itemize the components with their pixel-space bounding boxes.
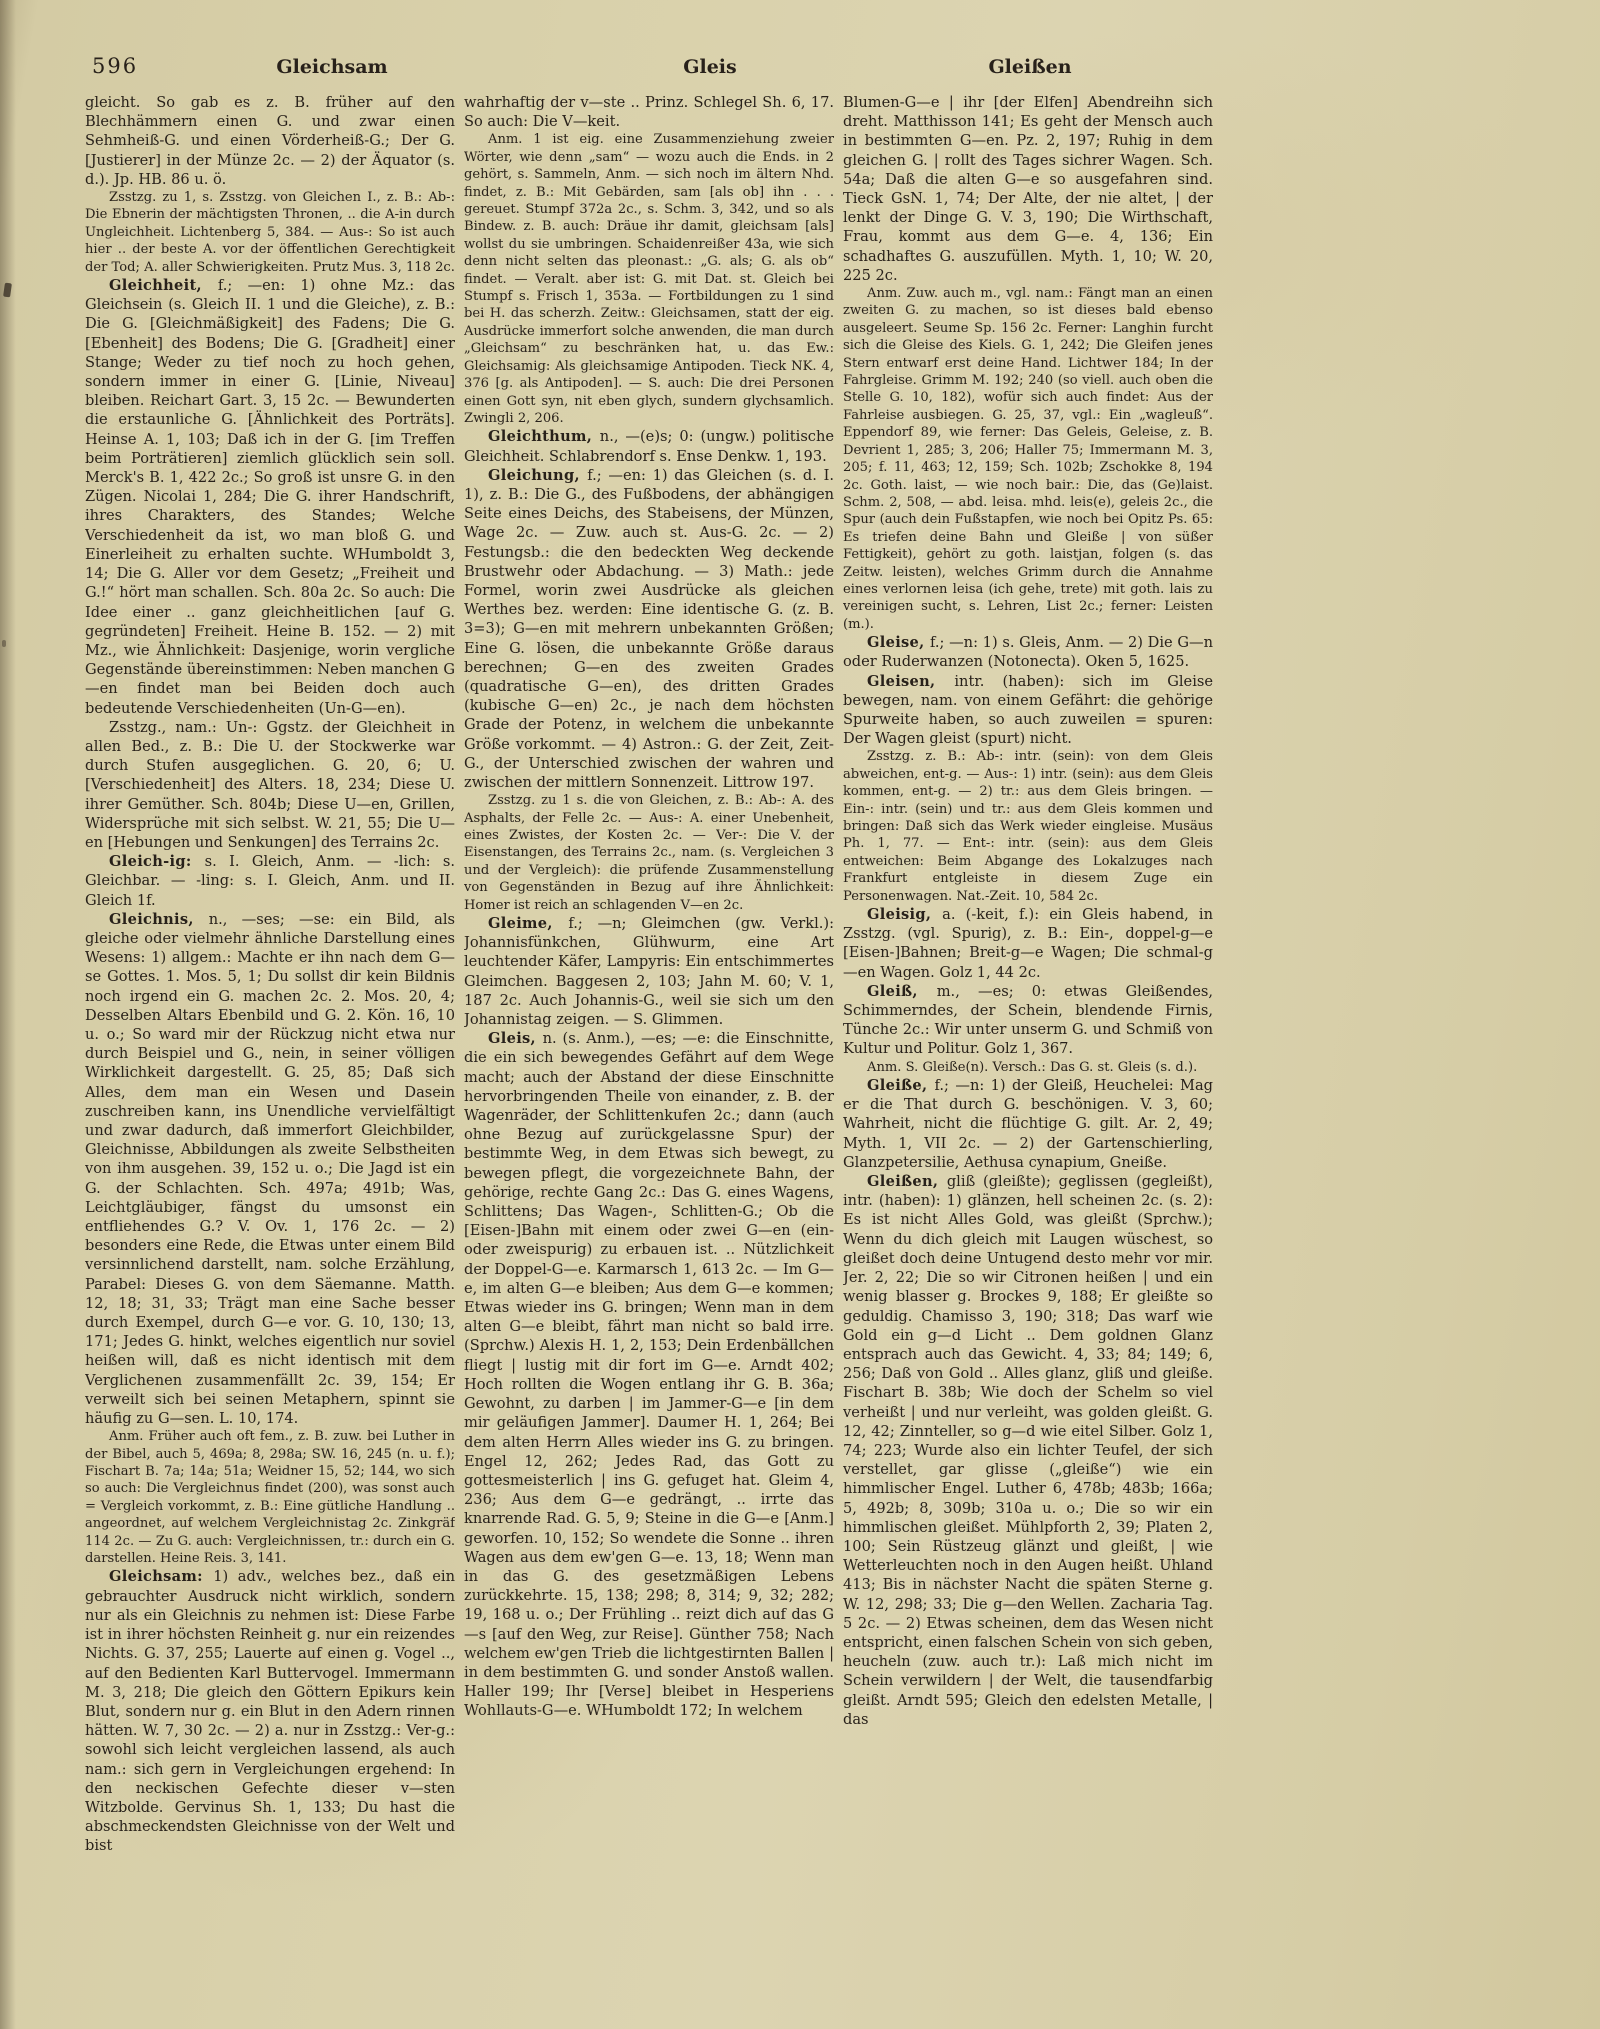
entry-headword: Gleichsam: <box>109 1568 214 1586</box>
entry-paragraph: Gleichnis, n., —ses; —se: ein Bild, als gleiche oder vielmehr ähnliche Darstellung eines Wesens: 1) allgem.: Machte er ihn nach dem G—se Gottes. 1. Mos. 5, 1; Du sollst dir kein Bildnis noch irgend ein G. machen 2c. 2. Mos. 20, 4; Desselben Altars Ebenbild und G. 2. Kön. 16, 10 u. o.; So ward mir der Rückzug nicht etwa nur durch Beispiel und G., nein, in seiner völligen Wirklichkeit dargestellt. G. 25, 85; Daß sich Alles, dem man ein Wesen und Dasein zuschreiben kann, ins Unendliche vervielfältigt und zwar dadurch, daß immerfort Gleichbilder, Gleichnisse, Abbildungen als zweite Selbstheiten von ihm ausgehen. 39, 152 u. o.; Die Jagd ist ein G. der Schlachten. Sch. 497a; 491b; Was, Leichtgläubiger, fängst du umsonst ein entfliehendes G.? V. Ov. 1, 176 2c. — 2) besonders eine Rede, die Etwas unter einem Bild versinnlichend darstellt, nam. solche Erzählung, Parabel: Dieses G. von dem Säemanne. Matth. 12, 18; 31, 33; Trägt man eine Sache besser durch Exempel, durch G—e vor. G. 10, 130; 13, 171; Jedes G. hinkt, welches eigentlich nur soviel heißen will, daß es nicht identisch mit dem Verglichenen zusammenfällt 2c. 39, 154; Er verweilt sich bei seinen Metaphern, spinnt sie häufig zu G—sen. L. 10, 174. <box>85 910 455 1428</box>
paragraph: Zsstzg. zu 1 s. die von Gleichen, z. B.: Ab-: A. des Asphalts, der Felle 2c. — Aus-: A. einer Unebenheit, eines Zwistes, der Kosten 2c. — Ver-: Die V. der Eisenstangen, des Terrains 2c., nam. (s. Vergleichen 3 und der Vergleich): die prüfende Zusammenstellung von Gegenständen in Bezug auf ihre Ähnlichkeit: Homer ist reich an schlagenden V—en 2c. <box>464 793 834 913</box>
entry-headword: Gleisig, <box>867 906 943 924</box>
entry-headword: Gleichthum, <box>488 428 600 446</box>
entry-paragraph: Gleiße, f.; —n: 1) der Gleiß, Heuchelei: Mag er die That durch G. beschönigen. V. 3, 60; Wahrheit, nicht die flüchtige G. gilt. Ar. 2, 49; Myth. 1, VII 2c. — 2) der Gartenschierling, Glanzpetersilie, Aethusa cynapium, Gneiße. <box>843 1077 1213 1171</box>
running-head-gleissen: Gleißen <box>988 56 1072 78</box>
entry-headword: Gleißen, <box>867 1173 947 1191</box>
text-column-middle <box>464 93 834 1905</box>
paragraph: Anm. 1 ist eig. eine Zusammenziehung zweier Wörter, wie denn „sam“ — wozu auch die Ends. in 2 gehört, s. Sammeln, Anm. — sich noch im ältern Nhd. findet, z. B.: Mit Gebärden, sam [als ob] ihn . . . gereuet. Stumpf 372a 2c., s. Schm. 3, 342, und so als Bindew. z. B. auch: Dräue ihr damit, gleichsam [als] wollst du sie umbringen. Schaidenreißer 43a, wie sich denn nicht selten das pleonast.: „G. als; G. als ob“ findet. — Veralt. aber ist: G. mit Dat. st. Gleich bei Stumpf s. Frisch 1, 353a. — Fortbildungen zu 1 sind bei H. das scherzh. Zeitw.: Gleichsamen, statt der eig. Ausdrücke immerfort solche anwenden, die man durch „Gleichsam“ zu beschränken hat, u. das Ew.: Gleichsamig: Als gleichsamige Antipoden. Tieck NK. 4, 376 [g. als Antipoden]. — S. auch: Die drei Personen einen Gott syn, nit eben glych, sundern glychsamlich. Zwingli 2, 206. <box>464 132 834 426</box>
entry-headword: Gleichheit, <box>109 277 218 295</box>
entry-paragraph: Gleis, n. (s. Anm.), —es; —e: die Einschnitte, die ein sich bewegendes Gefährt auf dem Wege macht; auch der Abstand der diese Einschnitte hervorbringenden Theile von einander, z. B. der Wagenräder, der Schlittenkufen 2c.; dann (auch ohne Bezug auf zurückgelassne Spur) der bestimmte Weg, in dem Etwas sich bewegt, zu bewegen pflegt, die vorgezeichnete Bahn, der gehörige, rechte Gang 2c.: Das G. eines Wagens, Schlittens; Das Wagen-, Schlitten-G.; Ob die [Eisen-]Bahn mit einem oder zwei G—en (ein- oder zweispurig) zu erbauen ist. .. Nützlichkeit der Doppel-G—e. Karmarsch 1, 613 2c. — Im G—e, im alten G—e bleiben; Aus dem G—e kommen; Etwas wieder ins G. bringen; Wenn man in dem alten G—e bleibt, fährt man nicht so bald irre. (Sprchw.) Alexis H. 1, 2, 153; Dein Erdenbällchen fliegt | lustig mit dir fort im G—e. Arndt 402; Hoch rollten die Wogen entlang ihr G. B. 36a; Gewohnt, zu darben | im Jammer-G—e [in dem mir geläufigen Jammer]. Daumer H. 1, 264; Bei dem alten Herrn Alles wieder ins G. zu bringen. Engel 12, 262; Jedes Rad, das Gott zu gottesmeisterlich | ins G. gefuget hat. Gleim 4, 236; Aus dem G—e gedrängt, .. irrte das knarrende Rad. G. 5, 9; Steine in die G—e [Anm.] geworfen. 10, 152; So wendete die Sonne .. ihren Wagen aus dem ew'gen G—e. 13, 18; Wenn man in das G. des gesetzmäßigen Lebens zurückkehrte. 15, 138; 298; 8, 314; 9, 32; 282; 19, 168 u. o.; Der Frühling .. reizt dich auf das G—s [auf den Weg, zur Reise]. Günther 758; Nach welchem ew'gen Trieb die lichtgestirnten Ballen | in dem bestimmten G. und sonder Anstoß wallen. Haller 199; Ihr [Verse] bleibet in Hesperiens Wohllauts-G—e. WHumboldt 172; In welchem <box>464 1030 834 1720</box>
entry-paragraph: Gleichsam: 1) adv., welches bez., daß ein gebrauchter Ausdruck nicht wirklich, sondern nur als ein Gleichnis zu nehmen ist: Diese Farbe ist in ihrer höchsten Reinheit g. nur ein reizendes Nichts. G. 37, 255; Lauerte auf einen g. Vogel .., auf den Bedienten Karl Buttervogel. Immermann M. 3, 218; Die gleich den Göttern Epikurs kein Blut, sondern nur g. ein Blut in den Adern rinnen hätten. W. 7, 30 2c. — 2) a. nur in Zsstzg.: Ver-g.: sowohl sich leicht vergleichen lassend, als auch nam.: sich gern in Vergleichungen ergehend: In den neckischen Gefechte dieser v—sten Witzbolde. Gervinus Sh. 1, 133; Du hast die abschmeckendsten Gleichnisse von der Welt und bist <box>85 1568 455 1855</box>
entry-headword: Gleiße, <box>867 1077 935 1095</box>
entry-headword: Gleichung, <box>488 466 588 484</box>
page-number: 596 <box>92 54 139 78</box>
entry-paragraph: Gleißen, gliß (gleißte); geglissen (gegleißt), intr. (haben): 1) glänzen, hell scheinen 2c. (s. 2): Es ist nicht Alles Gold, was gleißt (Sprchw.); Wenn du dich gleich mit Laugen wüschest, so gleißet doch deine Untugend desto mehr vor mir. Jer. 2, 22; Die so wir Citronen heißen | und ein wenig blasser g. Brockes 9, 188; Er gleißte so geduldig. Chamisso 3, 190; 318; Das warf wie Gold ein g—d Licht .. Dem goldnen Glanz entsprach auch das Gewicht. 4, 33; 84; 149; 6, 256; Daß von Gold .. Alles glanz, gliß und gleiße. Fischart B. 38b; Wie doch der Schelm so viel verheißt | und nur verleiht, was golden gleißt. G. 12, 42; Zinnteller, so g—d wie eitel Silber. Golz 1, 74; 223; Wurde also ein lichter Teufel, der sich verstellet, gar glisse („gleiße“) wie ein himmlischer Engel. Luther 6, 478b; 483b; 166a; 5, 492b; 8, 309b; 310a u. o.; Die so wir ein himmlischen gleißet. Mühlpforth 2, 39; Platen 2, 100; Sein Rüstzeug glänzt und gleißt, | wie Wetterleuchten noch in den Augen heißt. Uhland 413; Bis in nächster Nacht die späten Sterne g. W. 12, 298; 33; Die g—den Wellen. Zacharia Tag. 5 2c. — 2) Etwas scheinen, dem das Wesen nicht entspricht, einen falschen Schein von sich geben, heucheln (zuw. auch tr.): Laß mich nicht im Schein verwildern | der Welt, die tausendfarbig gleißt. Arndt 595; Gleich den edelsten Metalle, | das <box>843 1173 1213 1728</box>
paragraph: wahrhaftig der v—ste .. Prinz. Schlegel Sh. 6, 17. So auch: Die V—keit. <box>464 94 834 131</box>
page-header <box>0 54 1600 84</box>
entry-headword: Gleich-ig: <box>109 853 205 871</box>
entry-paragraph: Gleich-ig: s. I. Gleich, Anm. — -lich: s. Gleichbar. — -ling: s. I. Gleich, Anm. und II. Gleich 1f. <box>85 853 455 909</box>
paragraph: Zsstzg., nam.: Un-: Ggstz. der Gleichheit in allen Bed., z. B.: Die U. der Stockwerke war durch Stufen ausgeglichen. G. 20, 6; U. [Verschiedenheit] des Alters. 18, 234; Diese U. ihrer Gemüther. Sch. 804b; Diese U—en, Grillen, Widersprüche mit sich selbst. W. 21, 55; Die U—en [Hebungen und Senkungen] des Terrains 2c. <box>85 718 455 851</box>
text-column-left <box>85 93 455 1905</box>
paragraph: gleicht. So gab es z. B. früher auf den Blechhämmern einen G. und zwar einen Sehmheiß-G. und einen Vörderheiß-G.; Der G. [Justierer] in der Münze 2c. — 2) der Äquator (s. d.). Jp. HB. 86 u. ö. <box>85 94 455 188</box>
entry-headword: Gleise, <box>867 634 930 652</box>
scan-edge-shadow <box>0 0 16 2029</box>
paragraph: Zsstzg. zu 1, s. Zsstzg. von Gleichen I., z. B.: Ab-: Die Ebnerin der mächtigsten Thronen, .. die A-in durch Ungleichheit. Lichtenberg 5, 384. — Aus-: So ist auch hier .. der beste A. vor der öffentlichen Gerechtigkeit der Tod; A. aller Schwierigkeiten. Prutz Mus. 3, 118 2c. <box>85 190 455 275</box>
entry-paragraph: Gleiß, m., —es; 0: etwas Gleißendes, Schimmerndes, der Schein, blendende Firnis, Tünche 2c.: Wir unter unserm G. und Schmiß von Kultur und Politur. Golz 1, 367. <box>843 982 1213 1058</box>
running-head-gleichsam: Gleichsam <box>276 56 388 78</box>
paragraph: Anm. S. Gleiße(n). Versch.: Das G. st. Gleis (s. d.). <box>867 1059 1198 1075</box>
entry-headword: Gleis, <box>488 1030 543 1048</box>
paragraph: Anm. Zuw. auch m., vgl. nam.: Fängt man an einen zweiten G. zu machen, so ist dieses bald ebenso ausgeleert. Seume Sp. 156 2c. Ferner: Langhin furcht sich die Gleise des Kiels. G. 1, 242; Die Gleifen jenes Stern entwarf erst deine Hand. Lichtwer 184; In der Fahrgleise. Grimm M. 192; 240 (so viell. auch oben die Stelle G. 10, 182), wofür sich auch findet: Aus der Fahrleise ausbiegen. G. 25, 37, vgl.: Ein „wagleuß“. Eppendorf 89, wie ferner: Das Geleis, Geleise, z. B. Devrient 1, 285; 3, 206; Haller 75; Immermann M. 3, 205; f. 11, 463; 12, 159; Sch. 102b; Zschokke 8, 194 2c. Goth. laist, — wie noch bair.: Die, das (Ge)laist. Schm. 2, 508, — abd. leisa. mhd. leis(e), geleis 2c., die Spur (auch dein Fußstapfen, wie noch bei Opitz Ps. 65: Es triefen deine Bahn und Gleiße | von süßer Fettigkeit), gehört zu goth. laistjan, folgen (s. das Zeitw. leisten), welches Grimm durch die Annahme eines verlornen leisa (ich gehe, trete) mit goth. lais zu vereinigen sucht, s. Lehren, List 2c.; ferner: Leisten (m.). <box>843 286 1213 632</box>
entry-paragraph: Gleichung, f.; —en: 1) das Gleichen (s. d. I. 1), z. B.: Die G., des Fußbodens, der abhängigen Seite eines Deichs, des Stabeisens, der Münzen, Wage 2c. — Zuw. auch st. Aus-G. 2c. — 2) Festungsb.: die den bedeckten Weg deckende Brustwehr oder Abdachung. — 3) Math.: jede Formel, worin zwei Ausdrücke als gleichen Werthes bez. werden: Eine identische G. (z. B. 3=3); G—en mit mehrern unbekannten Größen; Eine G. lösen, die unbekannte Größe daraus berechnen; G—en des zweiten Grades (quadratische G—en), des dritten Grades (kubische G—en) 2c., je nach dem höchsten Grade der Potenz, in welchem die unbekannte Größe vorkommt. — 4) Astron.: G. der Zeit, Zeit-G., der Unterschied zwischen der wahren und zwischen der mittlern Sonnenzeit. Littrow 197. <box>464 466 834 791</box>
entry-paragraph: Gleisig, a. (-keit, f.): ein Gleis habend, in Zsstzg. (vgl. Spurig), z. B.: Ein-, doppel-g—e [Eisen-]Bahnen; Breit-g—e Wagen; Die schmal-g—en Wagen. Golz 1, 44 2c. <box>843 906 1213 981</box>
entry-paragraph: Gleime, f.; —n; Gleimchen (gw. Verkl.): Johannisfünkchen, Glühwurm, eine Art leuchtender Käfer, Lampyris: Ein entschimmertes Gleimchen. Baggesen 2, 103; Jahn M. 60; V. 1, 187 2c. Auch Johannis-G., weil sie sich um den Johannistag zeigen. — S. Glimmen. <box>464 915 834 1029</box>
entry-paragraph: Gleise, f.; —n: 1) s. Gleis, Anm. — 2) Die G—n oder Ruderwanzen (Notonecta). Oken 5, 1625. <box>843 634 1213 671</box>
entry-paragraph: Gleichheit, f.; —en: 1) ohne Mz.: das Gleichsein (s. Gleich II. 1 und die Gleiche), z. B.: Die G. [Gleichmäßigkeit] des Fadens; Die G. [Ebenheit] des Bodens; Die G. [Gradheit] einer Stange; Weder zu tief noch zu hoch gehen, sondern immer in einer G. [Linie, Niveau] bleiben. Reichart Gart. 3, 15 2c. — Bewunderten die erstaunliche G. [Ähnlichkeit des Porträts]. Heinse A. 1, 103; Daß ich in der G. [im Treffen beim Porträtieren] ziemlich glücklich sein soll. Merck's B. 1, 422 2c.; So groß ist unsre G. in den Zügen. Nicolai 1, 284; Die G. ihrer Handschrift, ihres Charakters, des Standes; Welche Verschiedenheit da ist, wo man bloß G. und Einerleiheit zu erhalten suchte. WHumboldt 3, 14; Die G. Aller vor dem Gesetz; „Freiheit und G.!“ hört man schallen. Sch. 80a 2c. So auch: Die Idee einer .. ganz gleichheitlichen [auf G. gegründeten] Freiheit. Heine B. 152. — 2) mit Mz., wie Ähnlichkeit: Dasjenige, worin vergliche Gegenstände übereinstimmen: Neben manchen G—en findet man bei Beiden doch auch bedeutende Verschiedenheiten (Un-G—en). <box>85 277 455 717</box>
paragraph: Zsstzg. z. B.: Ab-: intr. (sein): von dem Gleis abweichen, ent-g. — Aus-: 1) intr. (sein): aus dem Gleis kommen, ent-g. — 2) tr.: aus dem Gleis bringen. — Ein-: intr. (sein) und tr.: aus dem Gleis kommen und bringen: Daß sich das Werk wieder eingleise. Musäus Ph. 1, 77. — Ent-: intr. (sein): aus dem Gleis entweichen: Beim Abgange des Lokalzuges nach Frankfurt entgleiste in diesem Zuge ein Personenwagen. Nat.-Zeit. 10, 584 2c. <box>843 749 1213 904</box>
paragraph: Anm. Früher auch oft fem., z. B. zuw. bei Luther in der Bibel, auch 5, 469a; 8, 298a; SW. 16, 245 (n. u. f.); Fischart B. 7a; 14a; 51a; Weidner 15, 52; 144, wo sich so auch: Die Vergleichnus findet (200), was sonst auch = Vergleich vorkommt, z. B.: Eine gütliche Handlung .. angeordnet, auf welchem Vergleichnistag 2c. Zinkgräf 114 2c. — Zu G. auch: Vergleichnissen, tr.: durch ein G. darstellen. Heine Reis. 3, 141. <box>85 1429 455 1567</box>
entry-headword: Gleisen, <box>867 672 955 690</box>
entry-headword: Gleichnis, <box>109 910 209 928</box>
text-columns <box>85 93 1213 1905</box>
entry-headword: Gleiß, <box>867 982 937 1000</box>
entry-paragraph: Gleichthum, n., —(e)s; 0: (ungw.) politische Gleichheit. Schlabrendorf s. Ense Denkw. 1, 193. <box>464 428 834 465</box>
running-head-gleis: Gleis <box>683 56 737 78</box>
paragraph: Blumen-G—e | ihr [der Elfen] Abendreihn sich dreht. Matthisson 141; Es geht der Mensch auch in bestimmten G—en. Pz. 2, 197; Ruhig in dem gleichen G. | rollt des Tages sichrer Wagen. Sch. 54a; Daß die alten G—e so ausgefahren sind. Tieck GsN. 1, 74; Der Alte, der nie altet, | der lenkt der Dinge G. V. 3, 190; Die Wirthschaft, Frau, kommt aus dem G—e. 4, 136; Ein schadhaftes G. auszufüllen. Myth. 1, 10; W. 20, 225 2c. <box>843 94 1213 284</box>
scan-artifact <box>2 640 6 647</box>
entry-headword: Gleime, <box>488 915 569 933</box>
entry-paragraph: Gleisen, intr. (haben): sich im Gleise bewegen, nam. von einem Gefährt: die gehörige Spurweite haben, so auch zuweilen = spuren: Der Wagen gleist (spurt) nicht. <box>843 672 1213 748</box>
text-column-right <box>843 93 1213 1905</box>
